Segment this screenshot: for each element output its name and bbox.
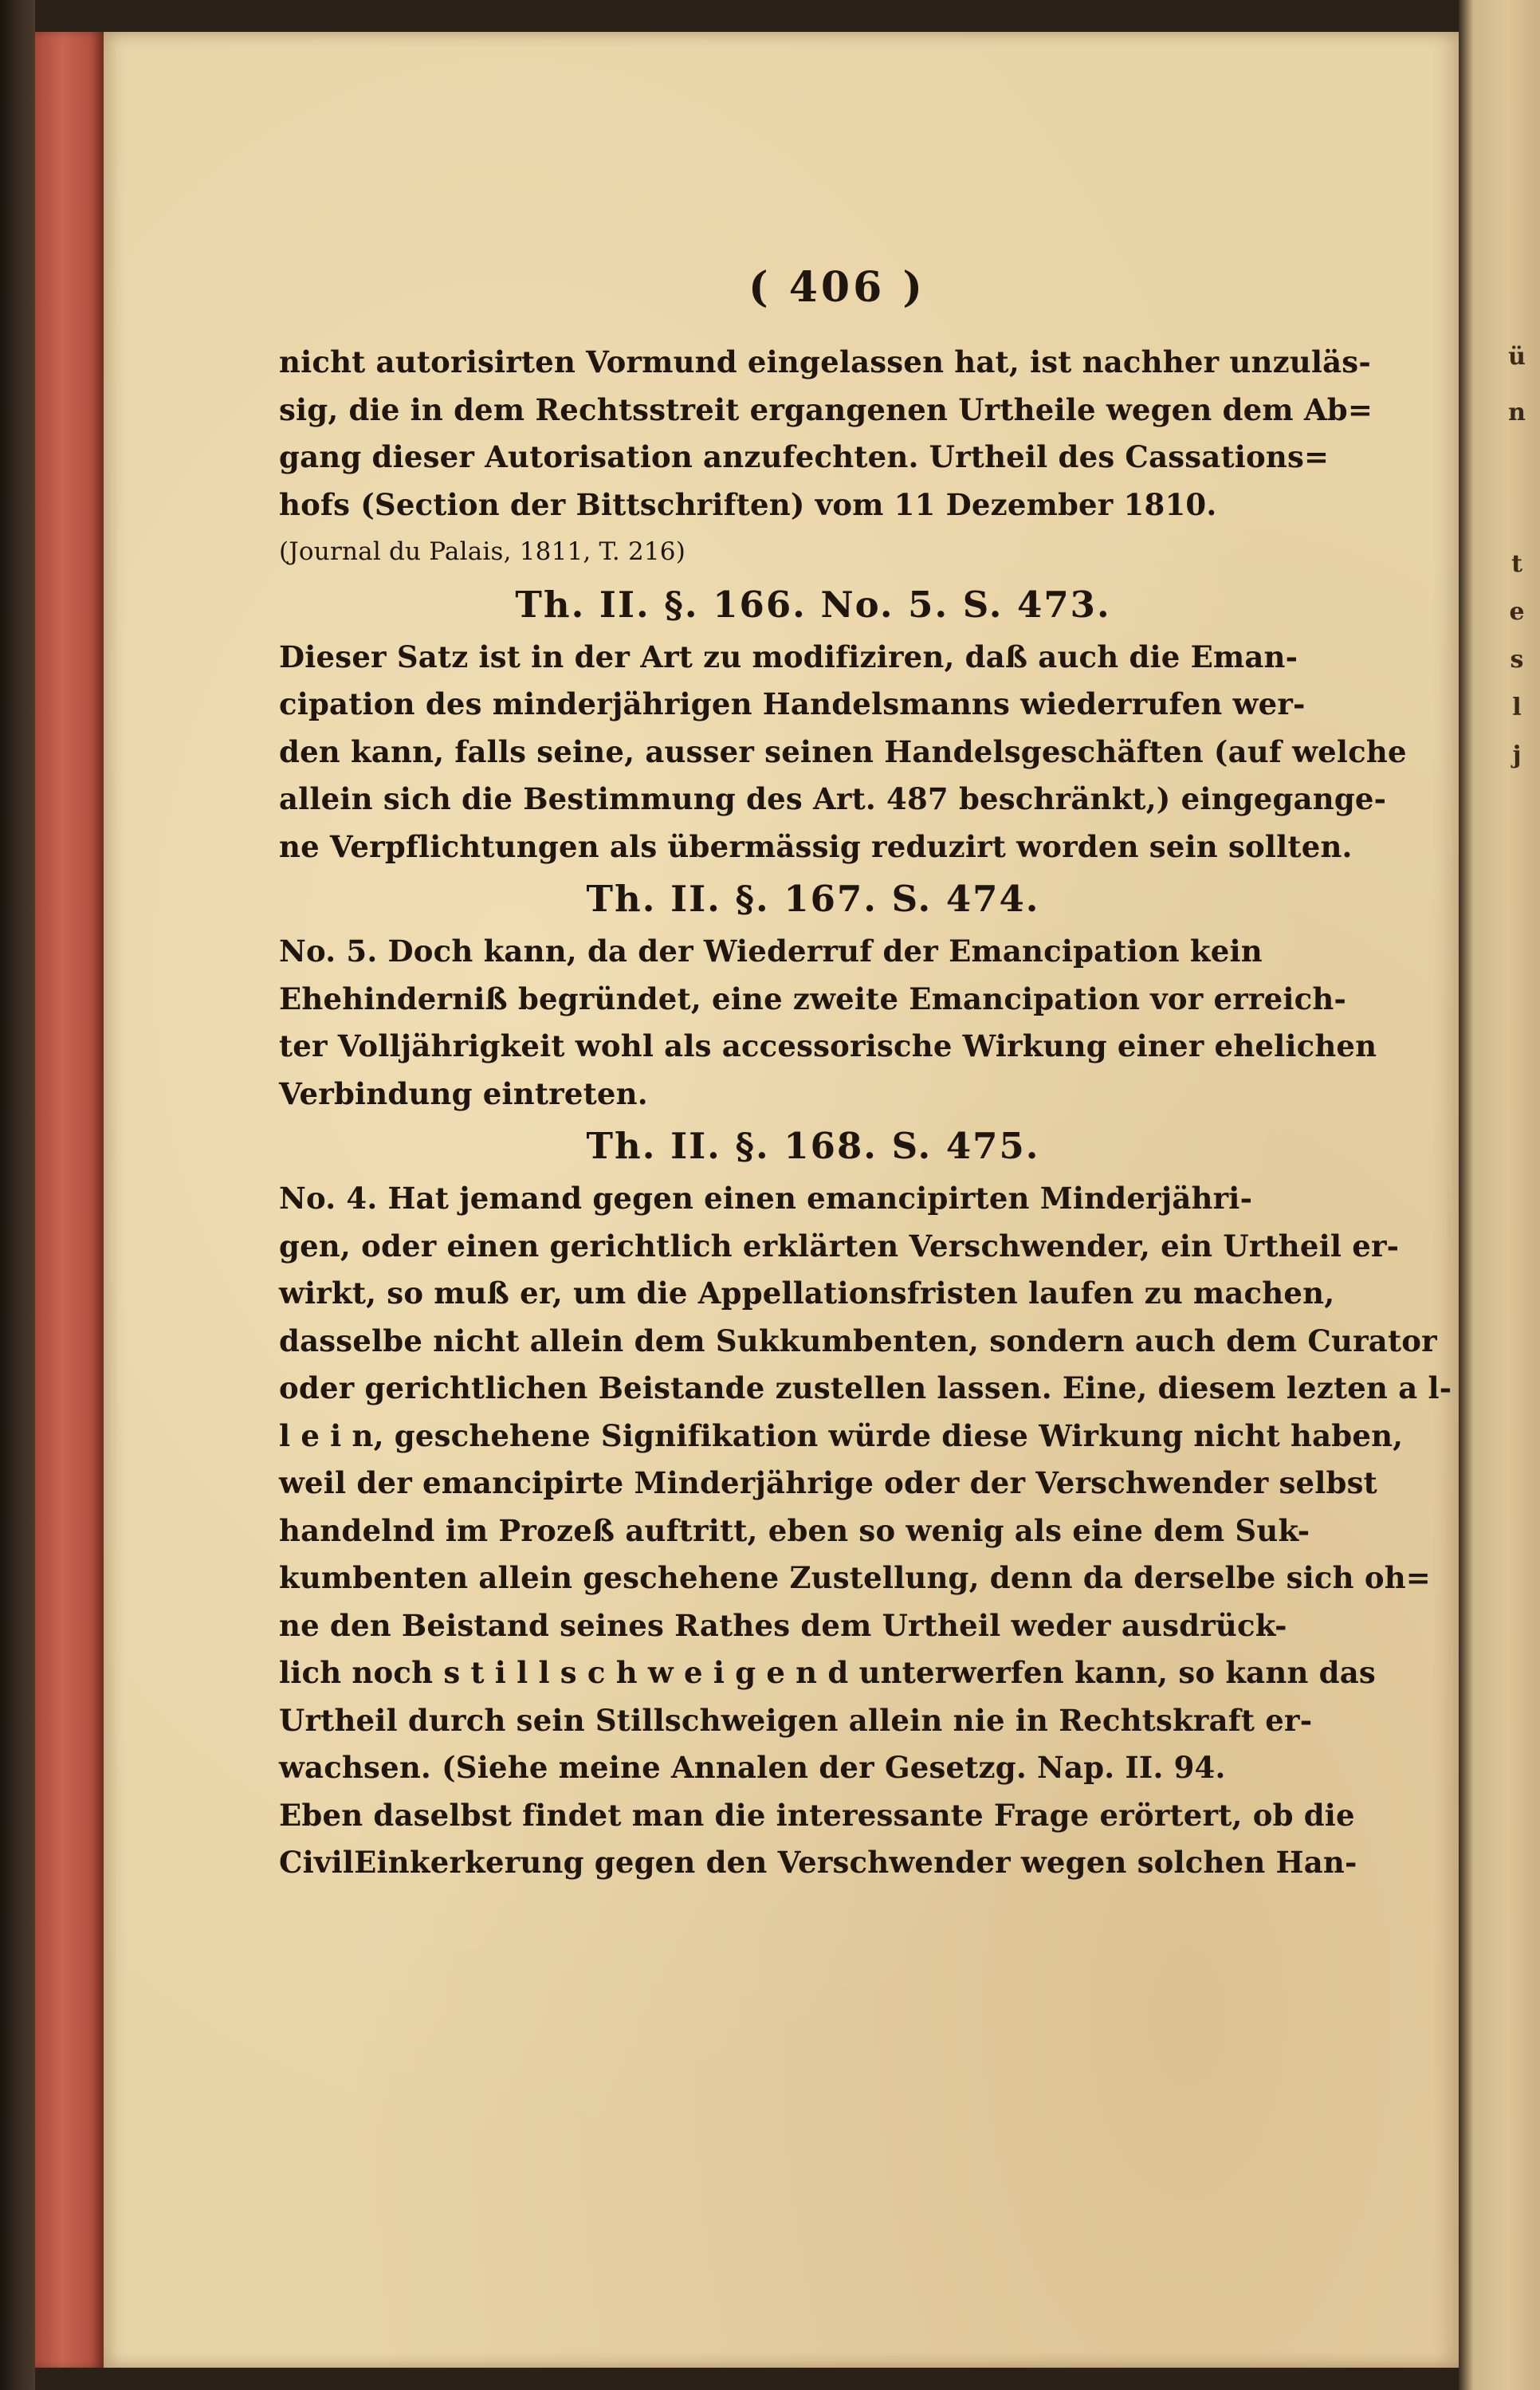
adjacent-page-fragment: t [1511, 550, 1522, 578]
adjacent-page-fragment: e [1509, 598, 1525, 626]
text-line: ne Verpflichtungen als übermässig reduzirt worden sein sollten. [279, 828, 1353, 864]
citation-line: (Journal du Palais, 1811, T. 216) [279, 537, 686, 566]
text-line: CivilEinkerkerung gegen den Verschwender wegen solchen Han- [279, 1845, 1357, 1880]
text-line: ter Volljährigkeit wohl als accessorische Wirkung einer ehelichen [279, 1028, 1377, 1063]
page-text [279, 263, 1452, 1887]
adjacent-page-fragment: l [1512, 694, 1522, 721]
text-line: kumbenten allein geschehene Zustellung, denn da derselbe sich oh= [279, 1560, 1431, 1595]
section-heading: Th. II. §. 167. S. 474. [586, 878, 1040, 920]
text-line: weil der emancipirte Minderjährige oder der Verschwender selbst [279, 1465, 1377, 1500]
book-spine-shadow [0, 0, 35, 2390]
text-line: oder gerichtlichen Beistande zustellen lassen. Eine, diesem lezten a l- [279, 1370, 1452, 1405]
text-line: wirkt, so muß er, um die Appellationsfristen laufen zu machen, [279, 1276, 1335, 1311]
text-line: No. 5. Doch kann, da der Wiederruf der Emancipation kein [279, 934, 1263, 969]
text-line: sig, die in dem Rechtsstreit ergangenen Urtheile wegen dem Ab= [279, 391, 1373, 427]
page-number: ( 406 ) [748, 263, 925, 312]
text-line: hofs (Section der Bittschriften) vom 11 Dezember 1810. [279, 486, 1217, 522]
text-line: dasselbe nicht allein dem Sukkumbenten, sondern auch dem Curator [279, 1323, 1437, 1358]
text-lines [279, 339, 1452, 1887]
text-line: Eben daselbst findet man die interessante Frage erörtert, ob die [279, 1797, 1355, 1833]
text-line: Verbindung eintreten. [279, 1075, 648, 1111]
text-line: l e i n, geschehene Signifikation würde diese Wirkung nicht haben, [279, 1417, 1404, 1453]
section-heading: Th. II. §. 166. No. 5. S. 473. [515, 583, 1111, 626]
text-line: gang dieser Autorisation anzufechten. Urtheil des Cassations= [279, 439, 1330, 474]
text-line: ne den Beistand seines Rathes dem Urtheil weder ausdrück- [279, 1607, 1287, 1643]
text-line: allein sich die Bestimmung des Art. 487 beschränkt,) eingegange- [279, 781, 1387, 816]
text-line: wachsen. (Siehe meine Annalen der Gesetzg. Nap. II. 94. [279, 1750, 1226, 1785]
text-line: lich noch s t i l l s c h w e i g e n d unterwerfen kann, so kann das [279, 1655, 1376, 1690]
text-line: handelnd im Prozeß auftritt, eben so wenig als eine dem Suk- [279, 1512, 1310, 1548]
adjacent-page-fragment: ü [1508, 343, 1526, 371]
text-line: gen, oder einen gerichtlich erklärten Verschwender, ein Urtheil er- [279, 1228, 1400, 1264]
text-line: cipation des minderjährigen Handelsmanns wiederrufen wer- [279, 686, 1306, 721]
adjacent-page-fragment: n [1508, 399, 1526, 427]
text-line: Dieser Satz ist in der Art zu modifiziren, daß auch die Eman- [279, 639, 1298, 674]
adjacent-page-fragment: s [1510, 646, 1524, 674]
text-line: nicht autorisirten Vormund eingelassen hat, ist nachher unzuläs- [279, 344, 1371, 379]
red-page-edge [35, 32, 104, 2368]
adjacent-page-fragment: j [1512, 741, 1522, 769]
text-line: No. 4. Hat jemand gegen einen emancipirten Minderjähri- [279, 1181, 1253, 1216]
adjacent-page-strip [1459, 0, 1540, 2390]
text-line: den kann, falls seine, ausser seinen Handelsgeschäften (auf welche [279, 733, 1407, 769]
text-line: Ehehinderniß begründet, eine zweite Emancipation vor erreich- [279, 981, 1347, 1016]
text-line: Urtheil durch sein Stillschweigen allein nie in Rechtskraft er- [279, 1702, 1313, 1738]
section-heading: Th. II. §. 168. S. 475. [586, 1125, 1040, 1167]
